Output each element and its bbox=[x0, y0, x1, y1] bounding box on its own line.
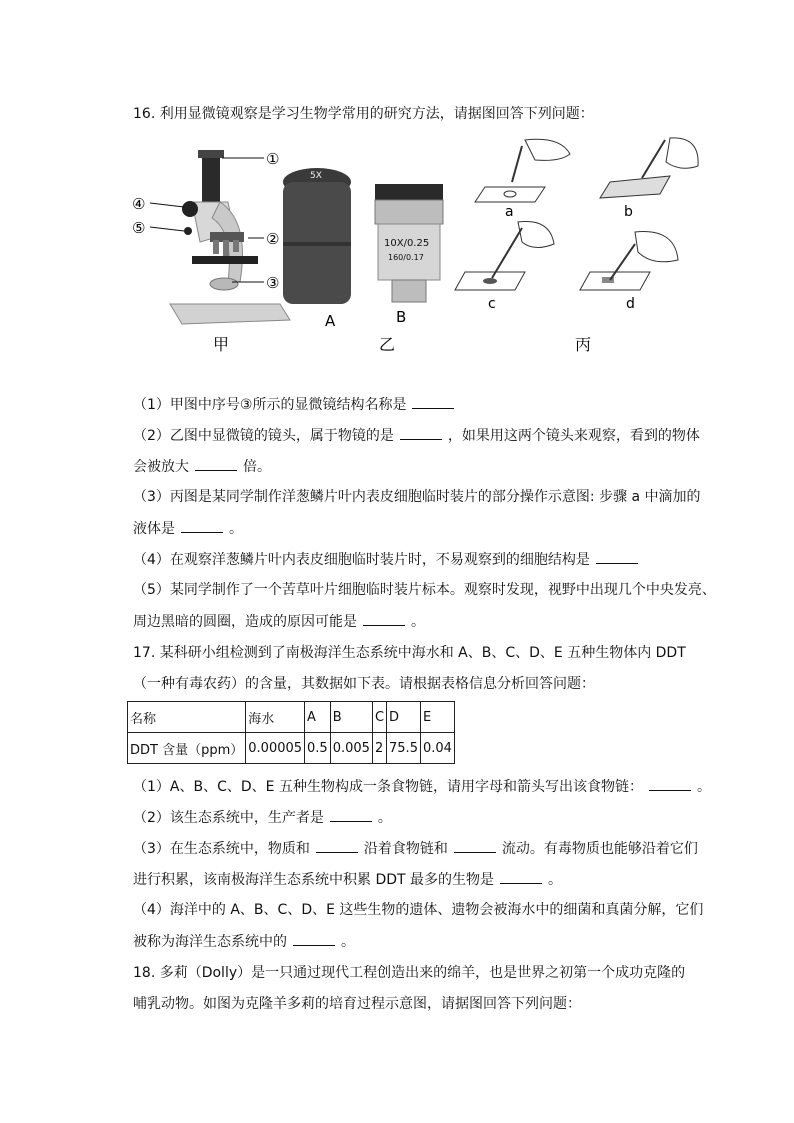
q16-3-cont: 液体是 。 bbox=[133, 518, 243, 539]
caption-yi: 乙 bbox=[379, 335, 396, 354]
label-1: ① bbox=[266, 150, 280, 168]
table-cell: 0.04 bbox=[420, 733, 454, 764]
caption-jia: 甲 bbox=[213, 335, 230, 354]
objective-sub-mark: 160/0.17 bbox=[388, 253, 424, 262]
table-row bbox=[128, 733, 455, 764]
q16-5-cont: 周边黑暗的圆圈，造成的原因可能是 。 bbox=[133, 611, 425, 632]
q18-title-cont: 哺乳动物。如图为克隆羊多莉的培育过程示意图，请据图回答下列问题： bbox=[133, 996, 581, 1012]
label-2: ② bbox=[266, 230, 280, 248]
step-c-illustration bbox=[455, 221, 554, 290]
q17-title-cont: （一种有毒农药）的含量，其数据如下表。请根据表格信息分析回答问题： bbox=[133, 676, 595, 692]
answer-blank[interactable] bbox=[596, 549, 638, 564]
eyepiece-illustration bbox=[283, 168, 351, 304]
objective-mark: 10X/0.25 bbox=[384, 238, 430, 249]
answer-blank[interactable] bbox=[330, 807, 372, 822]
table-cell: A bbox=[305, 702, 331, 733]
q17-4: （4）海洋中的 A、B、C、D、E 这些生物的遗体、遗物会被海水中的细菌和真菌分解，它们 bbox=[133, 902, 704, 918]
answer-blank[interactable] bbox=[412, 394, 454, 409]
table-cell: 75.5 bbox=[387, 733, 421, 764]
q17-4-cont: 被称为海洋生态系统中的 。 bbox=[133, 931, 355, 952]
q16-title: 16. 利用显微镜观察是学习生物学常用的研究方法，请据图回答下列问题： bbox=[133, 106, 594, 122]
label-step-a: a bbox=[505, 204, 514, 220]
q17-3: （3）在生态系统中，物质和 沿着食物链和 流动。有毒物质也能够沿着它们 bbox=[133, 838, 698, 859]
label-step-d: d bbox=[626, 296, 635, 312]
table-cell: 0.5 bbox=[305, 733, 331, 764]
q16-4: （4）在观察洋葱鳞片叶内表皮细胞临时装片时，不易观察到的细胞结构是 bbox=[133, 549, 644, 570]
table-cell: 0.00005 bbox=[246, 733, 305, 764]
q16-2-cont: 会被放大 倍。 bbox=[133, 456, 271, 477]
ddt-table bbox=[127, 701, 455, 764]
answer-blank[interactable] bbox=[400, 425, 442, 440]
label-4: ④ bbox=[132, 195, 146, 213]
answer-blank[interactable] bbox=[363, 611, 405, 626]
step-b-illustration bbox=[600, 138, 698, 198]
label-5: ⑤ bbox=[132, 219, 146, 237]
q16-1: （1）甲图中序号③所示的显微镜结构名称是 bbox=[133, 394, 460, 415]
table-cell: B bbox=[330, 702, 372, 733]
eyepiece-mark: 5X bbox=[310, 171, 322, 181]
table-cell: 2 bbox=[372, 733, 386, 764]
answer-blank[interactable] bbox=[293, 931, 335, 946]
table-cell: D bbox=[387, 702, 421, 733]
q16-figure bbox=[130, 132, 710, 364]
q17-1: （1）A、B、C、D、E 五种生物构成一条食物链，请用字母和箭头写出该食物链： 。 bbox=[133, 776, 711, 797]
answer-blank[interactable] bbox=[316, 838, 358, 853]
q17-2: （2）该生态系统中，生产者是 。 bbox=[133, 807, 392, 828]
answer-blank[interactable] bbox=[181, 518, 223, 533]
label-step-b: b bbox=[624, 204, 633, 220]
table-cell: 名称 bbox=[128, 702, 246, 733]
label-step-c: c bbox=[488, 296, 496, 312]
label-3: ③ bbox=[266, 274, 280, 292]
q16-5: （5）某同学制作了一个苦草叶片细胞临时装片标本。观察时发现，视野中出现几个中央发亮、 bbox=[133, 582, 716, 598]
table-header-row bbox=[128, 702, 455, 733]
label-B: B bbox=[396, 308, 407, 326]
q18-title: 18. 多莉（Dolly）是一只通过现代工程创造出来的绵羊，也是世界之初第一个成功克隆的 bbox=[133, 965, 686, 981]
objective-illustration bbox=[375, 184, 443, 302]
answer-blank[interactable] bbox=[195, 456, 237, 471]
table-cell: 海水 bbox=[246, 702, 305, 733]
q16-2: （2）乙图中显微镜的镜头，属于物镜的是 ，如果用这两个镜头来观察，看到的物体 bbox=[133, 425, 700, 446]
q17-3-cont: 进行积累，该南极海洋生态系统中积累 DDT 最多的生物是 。 bbox=[133, 869, 562, 890]
step-d-illustration bbox=[580, 232, 678, 290]
table-cell: DDT 含量（ppm） bbox=[128, 733, 246, 764]
table-cell: E bbox=[420, 702, 454, 733]
step-a-illustration bbox=[475, 139, 570, 202]
q17-title: 17. 某科研小组检测到了南极海洋生态系统中海水和 A、B、C、D、E 五种生物体内 DDT bbox=[133, 645, 686, 661]
q16-3: （3）丙图是某同学制作洋葱鳞片叶内表皮细胞临时装片的部分操作示意图: 步骤 a 中滴加的 bbox=[133, 489, 701, 505]
label-A: A bbox=[325, 312, 336, 330]
answer-blank[interactable] bbox=[500, 869, 542, 884]
table-cell: 0.005 bbox=[330, 733, 372, 764]
table-cell: C bbox=[372, 702, 386, 733]
caption-bing: 丙 bbox=[575, 335, 592, 354]
answer-blank[interactable] bbox=[649, 776, 691, 791]
answer-blank[interactable] bbox=[454, 838, 496, 853]
